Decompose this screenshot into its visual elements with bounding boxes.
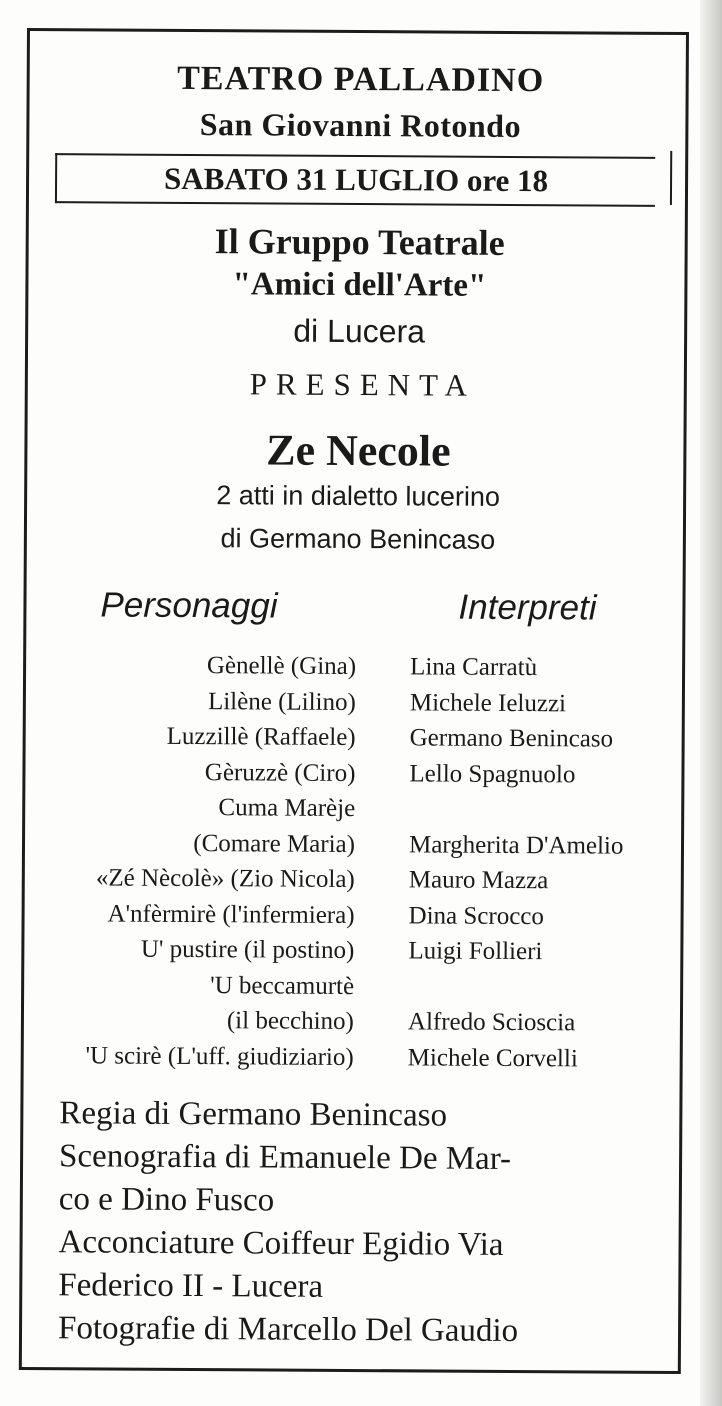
character-name: A'nfèrmirè (l'infermiera) [107,900,355,929]
actor-name: Mauro Mazza [408,866,549,895]
credit-line: co e Dino Fusco [58,1181,275,1219]
cast-row [24,1041,686,1081]
cast-row [25,758,687,798]
character-name: 'U scirè (L'uff. giudiziario) [85,1041,354,1071]
character-name: Gènellè (Gina) [206,652,357,681]
group-line-1: Il Gruppo Teatrale [214,221,505,263]
cast-row [24,900,686,940]
production-credits [58,1095,680,1357]
cast-row [24,1006,686,1046]
group-name: "Amici dell'Arte" [232,266,487,304]
credit-line: Scenografia di Emanuele De Mar- [58,1138,512,1177]
actor-name: Luigi Follieri [408,937,543,966]
actors-heading: Interpreti [458,587,597,628]
actor-name: Michele Ieluzzi [409,688,567,717]
character-name: Luzzillè (Raffaele) [166,722,356,752]
play-title: Ze Necole [266,425,451,476]
performance-date: SABATO 31 LUGLIO ore 18 [55,153,655,207]
character-name: «Zé Nècolè» (Zio Nicola) [95,864,355,894]
characters-heading: Personaggi [100,585,278,626]
actor-name: Lello Spagnuolo [409,759,576,788]
character-name: 'U beccamurtè [210,971,355,1000]
credit-line: Federico II - Lucera [58,1267,324,1305]
date-box-right-rule [670,151,672,205]
credit-line: Fotografie di Marcello Del Gaudio [57,1310,519,1350]
play-subtitle-line-2: di Germano Benincaso [220,523,496,555]
character-name: (il becchino) [226,1007,355,1036]
actor-name: Alfredo Scioscia [407,1008,576,1037]
cast-row [25,864,687,904]
actor-name: Margherita D'Amelio [408,830,624,860]
cast-list [24,651,689,1081]
presents-heading: PRESENTA [249,366,477,403]
character-name: Gèruzzè (Ciro) [204,758,356,787]
credit-line: Regia di Germano Benincaso [59,1095,448,1134]
actor-name: Lina Carratù [410,653,538,682]
group-city: di Lucera [293,312,426,350]
cast-row [26,687,688,727]
announcement-frame [19,28,689,1374]
actor-name: Germano Benincaso [409,724,614,753]
cast-row [25,829,687,869]
actor-name: Michele Corvelli [407,1043,578,1072]
cast-row [26,722,688,762]
actor-name: Dina Scrocco [408,901,545,930]
page-edge-shadow [700,0,722,1406]
character-name: Cuma Marèje [218,794,356,823]
character-name: U' pustire (il postino) [140,935,355,965]
play-subtitle-line-1: 2 atti in dialetto lucerino [216,480,501,512]
character-name: Lilène (Lilino) [207,687,356,716]
character-name: (Comare Maria) [193,829,356,858]
credit-line: Acconciature Coiffeur Egidio Via [58,1224,504,1263]
cast-row [26,651,688,691]
cast-row [25,793,687,833]
theatre-city: San Giovanni Rotondo [199,106,522,145]
theatre-name: TEATRO PALLADINO [177,59,545,100]
cast-row [24,971,686,1011]
cast-row [24,935,686,975]
